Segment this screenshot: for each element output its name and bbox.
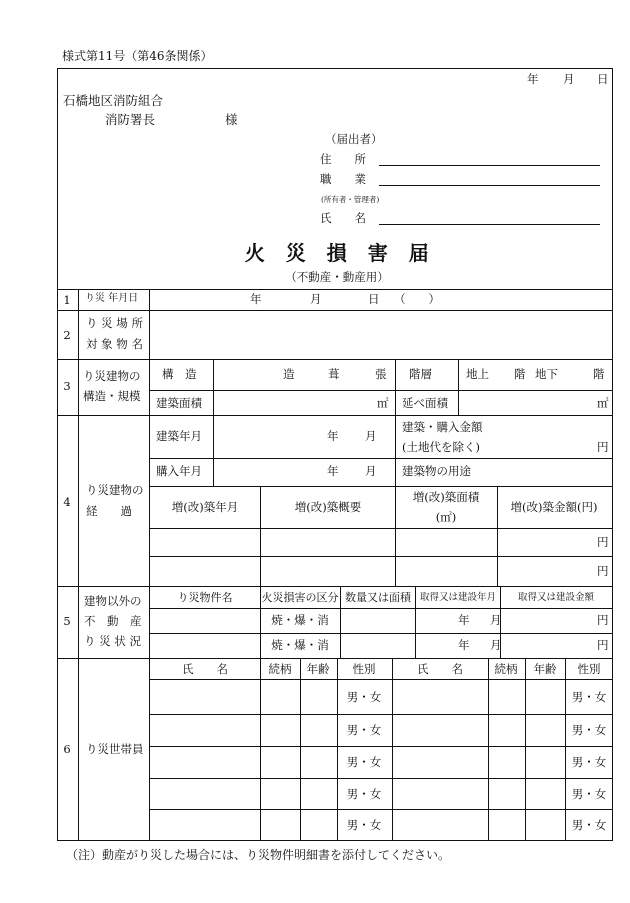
row5-label-2: 不 動 産 [84,614,142,628]
address-field[interactable] [379,165,600,166]
below-ground-label: 地下 [535,367,558,381]
acquired-date-header: 取得又は建設年月 [419,592,497,603]
row3-label-2: 構造・規模 [83,389,141,403]
acquired-year-unit-b: 年 [458,638,470,652]
sex-option-left[interactable]: 男・女 [346,755,382,769]
name-field[interactable] [379,224,600,225]
floors-above-unit: 階 [514,367,526,381]
member-age-header-right: 年齢 [533,662,557,676]
total-floor-area-unit: ㎡ [597,396,609,410]
member-sex-header-right: 性別 [577,662,601,676]
date-year-label: 年 [527,72,539,86]
row2-location-field[interactable] [150,311,612,358]
building-area-label: 建築面積 [156,396,202,410]
row1-year: 年 [250,292,262,306]
structure-label: 構 造 [162,367,197,381]
renovation-summary-header: 増(改)築概要 [294,500,362,514]
structure-hari: 張 [375,367,387,381]
honorific: 様 [225,112,238,127]
sex-option-right[interactable]: 男・女 [571,818,607,832]
sex-option-left[interactable]: 男・女 [346,690,382,704]
footer-note: （注）動産がり災した場合には、り災物件明細書を添付してください。 [66,848,451,862]
occupation-field[interactable] [379,185,600,186]
row3-label-1: り災建物の [83,369,141,383]
row6-number: 6 [63,742,71,756]
quantity-header: 数量又は面積 [345,591,411,604]
row5-label-1: 建物以外の [84,594,142,608]
sex-option-left[interactable]: 男・女 [346,787,382,801]
acquired-cost-unit-a: 円 [597,613,609,627]
organization-name: 石橋地区消防組合 [63,93,164,108]
building-use-label: 建築物の用途 [402,464,471,478]
purchase-month-unit: 月 [365,464,377,478]
renovation-cost-unit-a: 円 [597,535,609,549]
row2-label-1: り 災 場 所 [86,316,143,330]
above-ground-label: 地上 [466,367,489,381]
acquired-cost-header: 取得又は建設金額 [517,592,595,603]
date-day-label: 日 [597,72,609,86]
acquired-month-unit-b: 月 [490,638,502,652]
row2-label-2: 対 象 物 名 [86,337,143,351]
row4-label-2: 経 過 [86,504,132,518]
row4-label-1: り災建物の [86,483,144,497]
row4-number: 4 [63,495,71,509]
acquired-cost-unit-b: 円 [597,638,609,652]
cost-label-1: 建築・購入金額 [402,420,483,434]
renovation-area-header-1: 増(改)築面積 [412,490,480,504]
renovation-area-header-2: (㎡) [435,510,457,524]
member-name-header-right: 氏 名 [417,662,463,676]
floors-below-unit: 階 [593,367,605,381]
row1-day: 日 [368,292,380,306]
member-relation-header-left: 続柄 [268,662,292,676]
sex-option-left[interactable]: 男・女 [346,818,382,832]
renovation-date-header: 増(改)築年月 [171,500,239,514]
member-age-header-left: 年齢 [306,662,330,676]
renovation-cost-header: 増(改)築金額(円) [510,500,598,514]
notifier-label: （届出者） [325,132,383,146]
built-date-label: 建築年月 [156,429,202,443]
purchase-year-unit: 年 [327,464,339,478]
address-label: 住 所 [320,152,366,166]
renovation-cost-unit-b: 円 [597,564,609,578]
row2-number: 2 [63,328,71,342]
property-name-header: り災物件名 [177,591,233,604]
acquired-month-unit-a: 月 [490,613,502,627]
floors-label: 階層 [409,367,432,381]
row1-month: 月 [310,292,322,306]
row1-label: り災 年月日 [85,293,139,304]
damage-type-header: 火災損害の区分 [261,591,339,604]
building-area-unit: ㎡ [377,396,389,410]
cost-label-2: (土地代を除く) [402,440,480,454]
date-month-label: 月 [563,72,575,86]
structure-zou: 造 [283,367,295,381]
built-month-unit: 月 [365,429,377,443]
row5-number: 5 [63,614,71,628]
row3-number: 3 [63,379,71,393]
sex-option-right[interactable]: 男・女 [571,755,607,769]
member-sex-header-left: 性別 [352,662,376,676]
sex-option-right[interactable]: 男・女 [571,723,607,737]
occupation-label: 職 業 [320,172,366,186]
chief-title: 消防署長 [105,112,156,127]
member-name-header-left: 氏 名 [182,662,228,676]
name-label: 氏 名 [320,211,366,225]
row5-label-3: り 災 状 況 [84,634,141,648]
owner-note: (所有者・管理者) [321,195,380,204]
row1-weekday[interactable]: （ ） [394,292,440,306]
row1-number: 1 [63,293,71,307]
row6-label: り災世帯員 [86,742,144,756]
built-year-unit: 年 [327,429,339,443]
member-relation-header-right: 続柄 [494,662,518,676]
sex-option-right[interactable]: 男・女 [571,690,607,704]
structure-fuki: 葺 [328,367,340,381]
total-floor-area-label: 延べ面積 [402,396,448,410]
sex-option-right[interactable]: 男・女 [571,787,607,801]
damage-type-option-a[interactable]: 焼・爆・消 [271,613,329,627]
form-title: 火 災 損 害 届 [244,241,430,265]
sex-option-left[interactable]: 男・女 [346,723,382,737]
purchase-date-label: 購入年月 [156,464,202,478]
cost-unit: 円 [597,440,609,454]
acquired-year-unit-a: 年 [458,613,470,627]
form-subtitle: （不動産・動産用） [285,270,389,284]
form-number: 様式第11号（第46条関係） [62,49,213,63]
damage-type-option-b[interactable]: 焼・爆・消 [271,638,329,652]
